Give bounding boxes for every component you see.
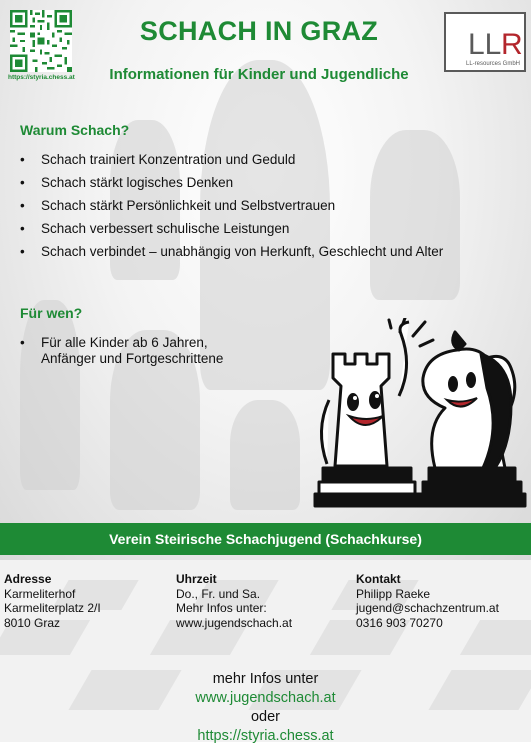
- more-info: [0, 670, 531, 746]
- address-heading: Adresse: [4, 572, 52, 586]
- page-title: SCHACH IN GRAZ: [139, 16, 379, 46]
- contact-phone: 0316 903 70270: [356, 615, 443, 630]
- address-column: [4, 572, 101, 630]
- svg-text:R: R: [501, 28, 523, 61]
- list-item: • Schach stärkt Persönlichkeit und Selbstvertrauen: [20, 194, 443, 217]
- styria-chess-link[interactable]: https://styria.chess.at: [197, 728, 334, 744]
- qr-code[interactable]: [10, 10, 72, 72]
- why-list: [20, 148, 443, 263]
- address-line: Karmeliterhof: [4, 586, 76, 601]
- svg-text:LL: LL: [468, 28, 502, 61]
- more-info-intro: mehr Infos unter: [212, 671, 319, 687]
- why-heading: Warum Schach?: [20, 122, 130, 138]
- jugendschach-link[interactable]: www.jugendschach.at: [195, 690, 336, 706]
- address-line: Karmeliterplatz 2/I: [4, 601, 101, 615]
- who-line-1: Für alle Kinder ab 6 Jahren,: [41, 335, 208, 350]
- time-heading: Uhrzeit: [176, 572, 217, 586]
- contact-heading: Kontakt: [356, 572, 401, 586]
- svg-text:LL-resources GmbH: LL-resources GmbH: [465, 61, 521, 67]
- list-item: • Schach verbindet – unabhängig von Herkunft, Geschlecht und Alter: [20, 240, 443, 263]
- chess-mascots-illustration: [305, 318, 527, 510]
- list-item: • Schach verbessert schulische Leistungen: [20, 217, 443, 240]
- contact-email[interactable]: jugend@schachzentrum.at: [356, 601, 499, 615]
- contact-column: [356, 572, 499, 630]
- who-heading: Für wen?: [20, 305, 83, 321]
- page-subtitle: Informationen für Kinder und Jugendliche: [109, 66, 409, 83]
- time-column: [176, 572, 292, 630]
- club-banner: Verein Steirische Schachjugend (Schachkurse): [0, 523, 531, 555]
- address-line: 8010 Graz: [4, 615, 61, 630]
- who-line-2: Anfänger und Fortgeschrittene: [41, 351, 224, 366]
- time-line: Mehr Infos unter:: [176, 601, 267, 615]
- list-item: • Schach stärkt logisches Denken: [20, 171, 443, 194]
- time-link[interactable]: www.jugendschach.at: [176, 615, 293, 630]
- contact-name: Philipp Raeke: [356, 586, 431, 601]
- time-line: Do., Fr. und Sa.: [176, 586, 261, 601]
- list-item: [20, 335, 223, 367]
- list-item: • Schach trainiert Konzentration und Geduld: [20, 148, 443, 171]
- qr-url-caption[interactable]: https://styria.chess.at: [8, 74, 75, 81]
- llr-logo: [444, 12, 526, 72]
- who-list: [20, 335, 223, 367]
- more-info-or: oder: [250, 709, 281, 725]
